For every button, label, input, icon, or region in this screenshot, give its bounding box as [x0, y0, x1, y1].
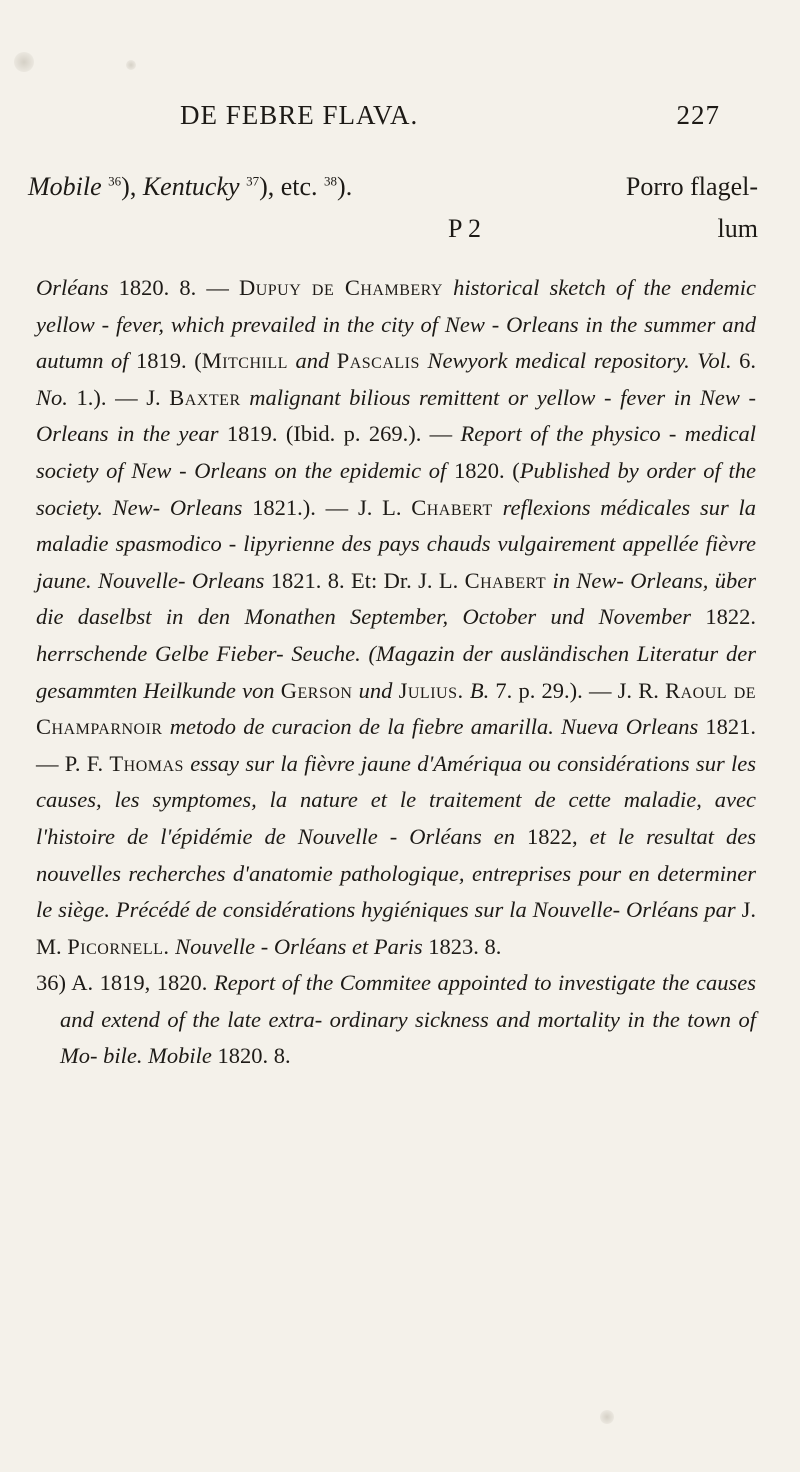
paper-stain [600, 1410, 614, 1424]
footnote-36: 36) A. 1819, 1820. Report of the Commitee appointed to investigate the causes and extend of the late extra- ordinary sickness and mortality in the town of Mo- bile. Mobile 1820. 8. [36, 970, 756, 1069]
running-title: DE FEBRE FLAVA. [180, 100, 419, 130]
footnote-35-continued: Orléans 1820. 8. — Dupuy de Chambery historical sketch of the endemic yellow - fever, which prevailed in the city of New - Orleans in the summer and autumn of 1819. (Mitchill and Pascalis Newyork medical repository. Vol. 6. No. 1.). — J. Baxter malignant bilious remittent or yellow - fever in New - Orleans in the year 1819. (Ibid. p. 269.). — Report of the physico - medical society of New - Orleans on the epidemic of 1820. (Published by order of the society. New- Orleans 1821.). — J. L. Chabert reflexions médicales sur la maladie spasmodico - lipyrienne des pays chauds vulgairement appellée fièvre jaune. Nouvelle- Orleans 1821. 8. Et: Dr. J. L. Chabert in New- Orleans, über die daselbst in den Monathen September, October und November 1822. herrschende Gelbe Fieber- Seuche. (Magazin der ausländischen Literatur der gesammten Heilkunde von Gerson und Julius. B. 7. p. 29.). — J. R. Raoul de Champarnoir metodo de curacion de la fiebre amarilla. Nueva Orleans 1821. — P. F. Thomas essay sur la fièvre jaune d'Amériqua ou considérations sur les causes, les symptomes, la nature et le traitement de cette maladie, avec l'histoire de l'épidémie de Nouvelle - Orléans en 1822, et le resultat des nouvelles recherches d'anatomie pathologique, entreprises pour en determiner le siège. Précédé de considérations hygiéniques sur la Nouvelle- Orléans par J. M. Picornell. Nouvelle - Orléans et Paris 1823. 8. [36, 275, 757, 959]
place-kentucky: Kentucky [142, 172, 240, 201]
page-number: 227 [676, 100, 720, 130]
place-mobile: Mobile [28, 172, 102, 201]
footnote-ref-38: 38 [324, 173, 338, 189]
main-text-left: Mobile $^{36}$), Kentucky $^{37}$), etc. $^{38}$). [28, 172, 353, 201]
footnote-ref-37: 37 [246, 173, 260, 189]
paper-stain [126, 60, 136, 70]
footnotes [36, 270, 756, 1075]
catchword: lum [717, 214, 758, 243]
signature-mark: P 2 [448, 214, 481, 243]
footnote-ref-36: 36 [108, 173, 122, 189]
etc-text: etc. [280, 172, 318, 201]
paper-stain [14, 52, 34, 72]
main-text-right: Porro flagel- [625, 172, 758, 201]
